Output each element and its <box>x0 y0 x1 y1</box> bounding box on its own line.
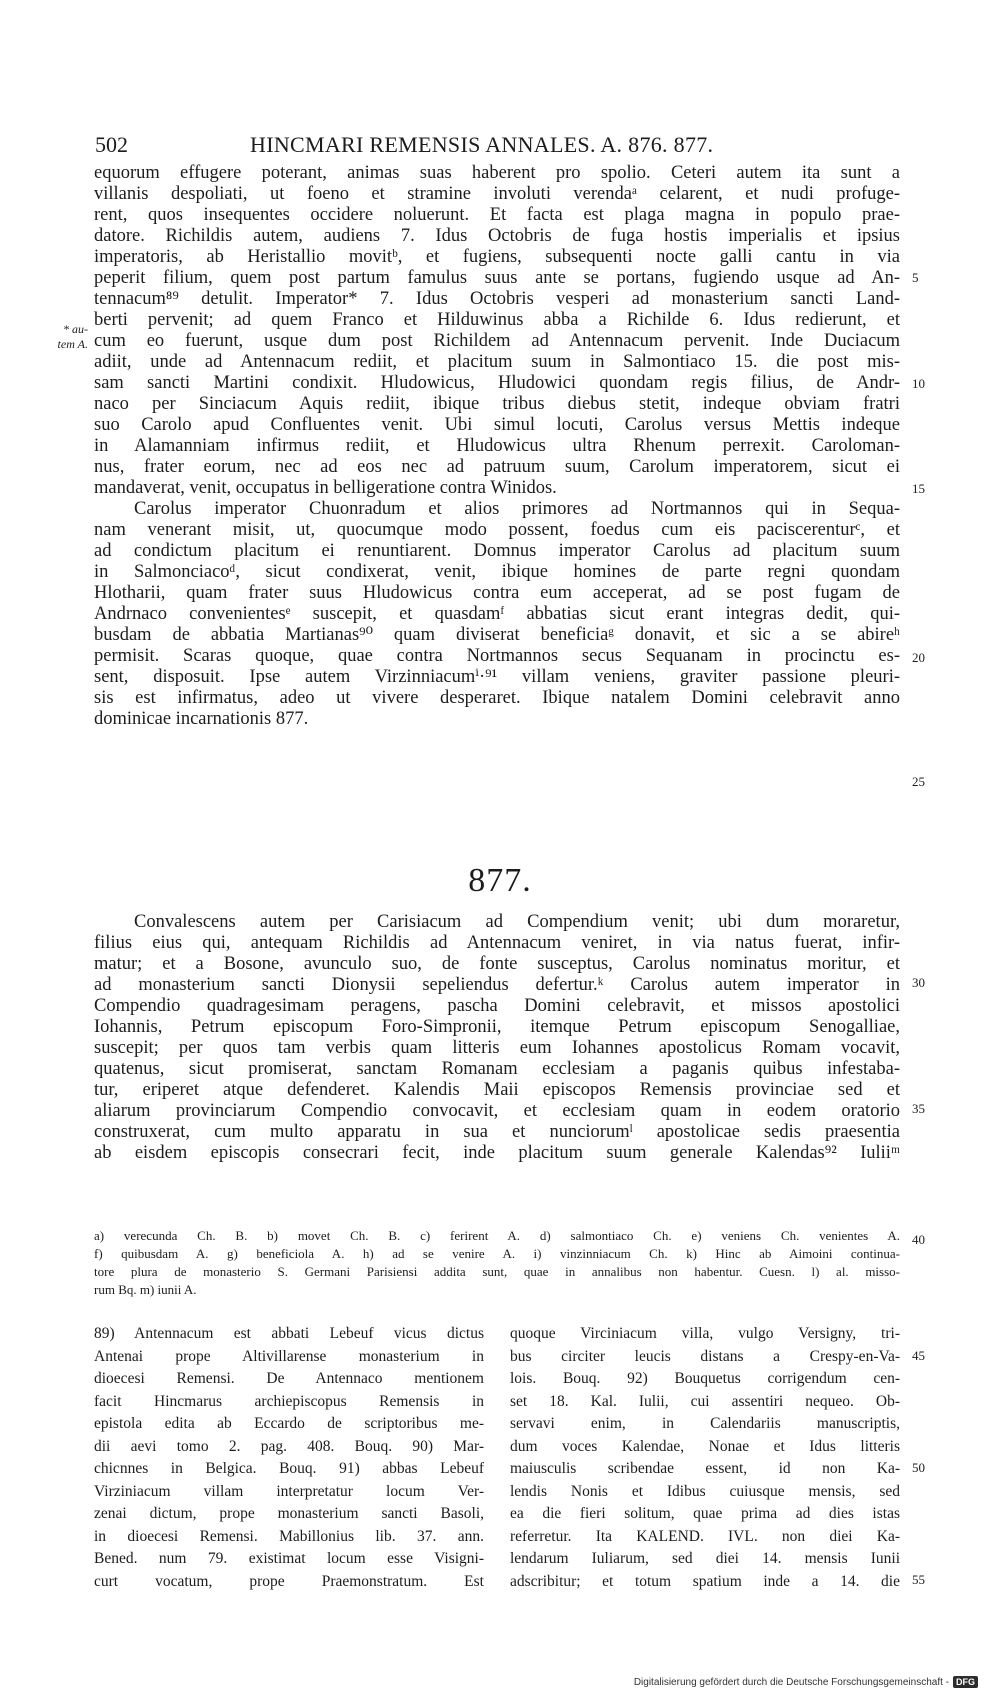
note-line: zenai dictum, prope monasterium sancti Basoli, <box>94 1505 484 1522</box>
text-line: cum eo fuerunt, usque dum post Richildem ad Antennacum pervenit. Inde Duciacum <box>94 331 900 351</box>
note-line: servavi enim, in Calendariis manuscriptis, <box>510 1415 900 1432</box>
text-line: in Alamanniam infirmus rediit, et Hludowicus ultra Rhenum perrexit. Caroloman- <box>94 436 900 456</box>
text-line: suscepit; per quos tam verbis quam litteris eum Iohannes apostolicus Romam vocavit, <box>94 1038 900 1058</box>
notes-left-column <box>94 1323 484 1593</box>
note-line: bus circiter leucis distans a Crespy-en-Va- <box>510 1347 900 1365</box>
note-line: dum voces Kalendae, Nonae et Idus litteris <box>510 1437 900 1455</box>
text-line: suo Carolo apud Confluentes venit. Ubi simul locuti, Carolus versus Mettis indeque <box>94 415 900 435</box>
note-line: lendarum Iuliarum, sed diei 14. mensis Iunii <box>510 1550 900 1567</box>
text-line: sent, disposuit. Ipse autem Virzinniacumⁱ·⁹¹ villam veniens, graviter passione pleuri- <box>94 667 900 687</box>
note-line: facit Hincmarus archiepiscopus Remensis in <box>94 1392 484 1410</box>
line-number: 50 <box>912 1460 925 1475</box>
text-line: naco per Sinciacum Aquis rediit, ibique tribus diebus stetit, indeque obviam fratri <box>94 394 900 414</box>
text-line: imperatoris, ab Heristallio movitᵇ, et fugiens, subsequenti nocte galli cantu in via <box>94 247 900 267</box>
text-line: aliarum provinciarum Compendio convocavit, et ecclesiam quam in eodem oratorio <box>94 1101 900 1121</box>
running-head: HINCMARI REMENSIS ANNALES. A. 876. 877. <box>250 132 714 157</box>
line-number: 15 <box>912 481 925 496</box>
line-number: 30 <box>912 975 925 990</box>
line-number: 40 <box>912 1232 925 1247</box>
margin-note: * au- tem A. <box>57 322 88 351</box>
text-line: peperit filium, quem post partum famulus suus ante se portans, fugiendo usque ad An- <box>94 268 900 288</box>
text-line: berti pervenit; ad quem Franco et Hilduwinus abba a Richilde 6. Idus redierunt, et <box>94 310 900 330</box>
line-number: 55 <box>912 1572 925 1587</box>
main-text-block-a <box>94 163 900 730</box>
text-line: quatenus, sicut promiserat, sanctam Romanam ecclesiam a paganis quibus infestaba- <box>94 1059 900 1079</box>
apparatus-line: a) verecunda Ch. B. b) movet Ch. B. c) ferirent A. d) salmontiaco Ch. e) veniens Ch. venientes A. <box>94 1228 900 1243</box>
apparatus-line: f) quibusdam A. g) beneficiola A. h) ad se venire A. i) vinzinniacum Ch. k) Hinc ab Aimoini continua- <box>94 1246 900 1261</box>
text-line: Andrnaco convenientesᵉ suscepit, et quasdamᶠ abbatias sicut erant integras dedit, qui- <box>94 604 900 624</box>
note-line: epistola edita ab Eccardo de scriptoribus me- <box>94 1415 484 1432</box>
footer-credit-text: Digitalisierung gefördert durch die Deutsche Forschungsgemeinschaft - <box>633 1676 949 1688</box>
text-line: datore. Richildis autem, audiens 7. Idus Octobris de fuga hostis imperialis et ipsius <box>94 226 900 246</box>
note-line: referretur. Ita KALEND. IVL. non diei Ka- <box>510 1527 900 1545</box>
apparatus-line: tore plura de monasterio S. Germani Parisiensi addita sunt, quae in annalibus non habentur. Cuesn. l) al. misso- <box>94 1264 900 1279</box>
text-line: Compendio quadragesimam peragens, pascha Domini celebravit, et missos apostolici <box>94 996 900 1016</box>
text-line: busdam de abbatia Martianas⁹⁰ quam diviserat beneficiaᵍ donavit, et sic a se abireʰ <box>94 625 900 645</box>
text-line: matur; et a Bosone, avunculo suo, de fonte susceptus, Carolus nominatus moritur, et <box>94 954 900 974</box>
note-line: dii aevi tomo 2. pag. 408. Bouq. 90) Mar- <box>94 1437 484 1455</box>
line-number: 5 <box>912 270 919 285</box>
page-number: 502 <box>95 132 128 157</box>
text-line: nam venerant misit, ut, quocumque modo possent, foedus cum eis paciscerenturᶜ, et <box>94 520 900 540</box>
text-line: sis est infirmatus, adeo ut vivere desperaret. Ibique natalem Domini celebravit anno <box>94 688 900 708</box>
text-line: ad monasterium sancti Dionysii sepeliendus defertur.ᵏ Carolus autem imperator in <box>94 975 900 995</box>
text-line: tur, eriperet atque defenderet. Kalendis Maii episcopos Remensis provinciae sed et <box>94 1080 900 1100</box>
footer-credit <box>634 1676 978 1688</box>
year-heading: 877. <box>468 862 532 899</box>
note-line: ea die fieri solitum, quae prima ad dies istas <box>510 1505 900 1522</box>
line-number: 20 <box>912 650 925 665</box>
text-line: equorum effugere poterant, animas suas haberent pro spolio. Ceteri autem ita sunt a <box>94 163 900 183</box>
note-line: set 18. Kal. Iulii, cui assentiri nequeo. Ob- <box>510 1392 900 1410</box>
text-line: Convalescens autem per Carisiacum ad Compendium venit; ubi dum moraretur, <box>134 912 900 932</box>
line-number: 35 <box>912 1101 925 1116</box>
note-line: Antenai prope Altivillarense monasterium in <box>94 1347 484 1365</box>
text-line: ad condictum placitum ei renuntiarent. Domnus imperator Carolus ad placitum suum <box>94 541 900 561</box>
note-line: in dioecesi Remensi. Mabillonius lib. 37. ann. <box>94 1527 484 1545</box>
note-line: dioecesi Remensi. De Antennaco mentionem <box>94 1370 484 1387</box>
text-line: ab eisdem episcopis consecrari fecit, inde placitum suum generale Kalendas⁹² Iuliiᵐ <box>94 1143 900 1163</box>
text-line: Carolus imperator Chuonradum et alios primores ad Nortmannos qui in Sequa- <box>134 499 900 519</box>
text-line: nus, frater eorum, nec ad eos nec ad patruum suum, Carolum imperatorem, sicut ei <box>94 457 900 477</box>
note-line: Bened. num 79. existimat locum esse Visigni- <box>94 1550 484 1567</box>
note-line: 89) Antennacum est abbati Lebeuf vicus dictus <box>94 1325 484 1342</box>
line-number: 10 <box>912 376 925 391</box>
note-line: adscribitur; et totum spatium inde a 14. die <box>510 1572 900 1590</box>
text-line: permisit. Scaras quoque, quae contra Nortmannos secus Sequanam in procinctu es- <box>94 646 900 666</box>
note-line: maiusculis scribendae essent, id non Ka- <box>510 1460 900 1477</box>
dfg-logo: DFG <box>953 1676 978 1688</box>
text-line: filius eius qui, antequam Richildis ad Antennacum veniret, in via natus fuerat, infir- <box>94 933 900 953</box>
apparatus-line: rum Bq. m) iunii A. <box>94 1282 197 1297</box>
notes-right-column <box>510 1323 900 1593</box>
main-text-block-b <box>94 912 900 1164</box>
line-number: 45 <box>912 1348 925 1363</box>
line-number: 25 <box>912 774 925 789</box>
text-line: dominicae incarnationis 877. <box>94 709 309 729</box>
text-line: tennacum⁸⁹ detulit. Imperator* 7. Idus Octobris vesperi ad monasterium sancti Land- <box>94 289 900 309</box>
text-line: villanis despoliati, ut foeno et stramine involuti verendaᵃ celarent, et nudi profuge- <box>94 184 900 204</box>
text-line: in Salmonciacoᵈ, sicut condixerat, venit, ibique homines de parte regni quondam <box>94 562 900 582</box>
text-line: adiit, unde ad Antennacum rediit, et placitum suum in Salmontiaco 15. die post mis- <box>94 352 900 372</box>
text-line: Hlotharii, quam frater suus Hludowicus contra eum acceperat, ad se post fugam de <box>94 583 900 603</box>
text-line: rent, quos insequentes occidere noluerunt. Et facta est plaga magna in populo prae- <box>94 205 900 225</box>
note-line: chicnnes in Belgica. Bouq. 91) abbas Lebeuf <box>94 1460 484 1477</box>
note-line: quoque Virciniacum villa, vulgo Versigny, tri- <box>510 1325 900 1342</box>
text-line: sam sancti Martini condixit. Hludowicus, Hludowici quondam regis filius, de Andr- <box>94 373 900 393</box>
text-line: Iohannis, Petrum episcopum Foro-Simpronii, itemque Petrum episcopum Senogalliae, <box>94 1017 900 1037</box>
note-line: lois. Bouq. 92) Bouquetus corrigendum cen- <box>510 1370 900 1387</box>
text-line: construxerat, cum multo apparatu in sua et nunciorumˡ apostolicae sedis praesentia <box>94 1122 900 1142</box>
note-line: curt vocatum, prope Praemonstratum. Est <box>94 1572 484 1590</box>
note-line: lendis Nonis et Idibus cuiusque mensis, sed <box>510 1482 900 1500</box>
critical-apparatus <box>94 1227 900 1299</box>
note-line: Virziniacum villam interpretatur locum Ver- <box>94 1482 484 1500</box>
text-line: mandaverat, venit, occupatus in belligeratione contra Winidos. <box>94 478 557 498</box>
